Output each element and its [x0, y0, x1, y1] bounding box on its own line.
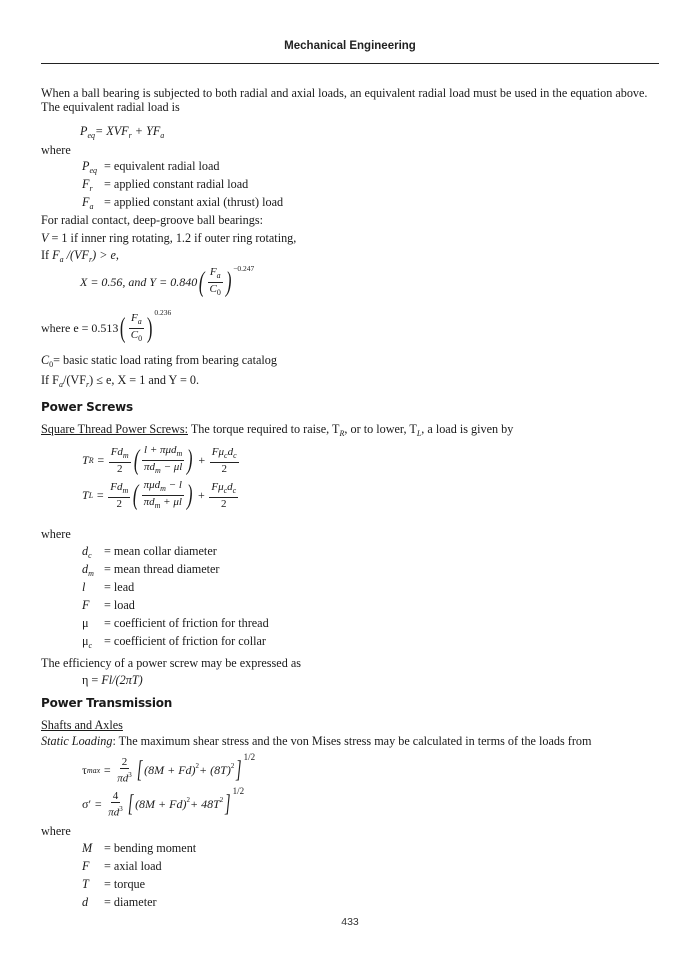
subheading-shafts-axles: Shafts and Axles — [41, 718, 123, 732]
bearing-intro-line2: The equivalent radial load is — [41, 100, 180, 114]
static-loading-text: Static Loading: The maximum shear stress and the von Mises stress may be calculated in terms of the loads from — [41, 734, 592, 748]
definition-row: l = lead — [82, 580, 135, 594]
definition-row: T = torque — [82, 877, 146, 891]
raise-torque-equation: T R = $\frac{Fd_m}{2}$ ( $\frac{l + \pi\mu d_m}{\pi d_m - \mu l}$ ) + $\frac{F\mu_cd_c}{2}$ — [82, 444, 237, 476]
header-rule — [41, 63, 659, 64]
definition-row: $d_c$ = mean collar diameter — [82, 544, 217, 560]
definition-row: $F_r$ = applied constant radial load — [82, 177, 249, 193]
section-heading-power-transmission: Power Transmission — [41, 696, 173, 710]
efficiency-intro: The efficiency of a power screw may be expressed as — [41, 656, 301, 670]
page-number: 433 — [341, 916, 359, 928]
else-condition-line: If $F_a/(VF_r) \le e$, X = 1 and Y = 0. — [41, 373, 200, 389]
equivalent-load-equation: $P_{eq}= XVF_r + YF_a$ — [80, 124, 165, 140]
definition-row: M = bending moment — [82, 841, 197, 855]
where-label: where — [41, 527, 71, 541]
lower-torque-equation: T L = $\frac{Fd_m}{2}$ ( $\frac{\pi\mu d_m - l}{\pi d_m + \mu l}$ ) + $\frac{F\mu_cd_c}{2}$ — [82, 479, 237, 511]
efficiency-equation: η = Fl/(2πT) — [82, 673, 143, 687]
definition-row: μ = coefficient of friction for thread — [82, 616, 269, 630]
definition-row: d = diameter — [82, 895, 157, 909]
running-header: Mechanical Engineering — [284, 40, 416, 52]
definition-row: F = axial load — [82, 859, 162, 873]
von-mises-equation: σ′ = $\frac{4}{\pi d^3}$ [ (8M + Fd) $^2$ + 48T $^2$ ] $^{1/2}$ — [82, 786, 245, 819]
where-label: where — [41, 824, 71, 838]
radial-contact-text: For radial contact, deep-groove ball bearings: — [41, 213, 263, 227]
v-definition: V = 1 if inner ring rotating, 1.2 if outer ring rotating, — [41, 231, 297, 245]
where-label: where — [41, 143, 71, 157]
xy-equation: X = 0.56, and Y = 0.840 ( $\frac{F_a}{C_0}$ ) $^{-0.247}$ — [80, 264, 255, 298]
definition-row: F = load — [82, 598, 135, 612]
definition-row: $\mu_c$ = coefficient of friction for collar — [82, 634, 266, 650]
section-heading-power-screws: Power Screws — [41, 400, 134, 414]
c0-definition: $C_0=$ basic static load rating from bearing catalog — [41, 353, 277, 369]
max-shear-equation: τ max = $\frac{2}{\pi d^3}$ [ (8M + Fd) $^2$ + (8T) $^2$ ] $^{1/2}$ — [82, 752, 256, 785]
definition-row: $F_a$ = applied constant axial (thrust) load — [82, 195, 284, 211]
power-screws-intro: Square Thread Power Screws: The torque required to raise, $T_R$, or to lower, $T_L$, a load is given by — [41, 422, 514, 438]
condition-line: If $F_a$ $/(VF_r) > e$, — [41, 248, 119, 264]
definition-row: $d_m$ = mean thread diameter — [82, 562, 220, 578]
bearing-intro-line1: When a ball bearing is subjected to both radial and axial loads, an equivalent radial load must be used in the equation above. — [41, 86, 648, 100]
definition-row: $P_{eq}$ = equivalent radial load — [82, 159, 220, 175]
e-equation: where e = 0.513 ( $\frac{F_a}{C_0}$ ) $^{0.236}$ — [41, 308, 172, 344]
